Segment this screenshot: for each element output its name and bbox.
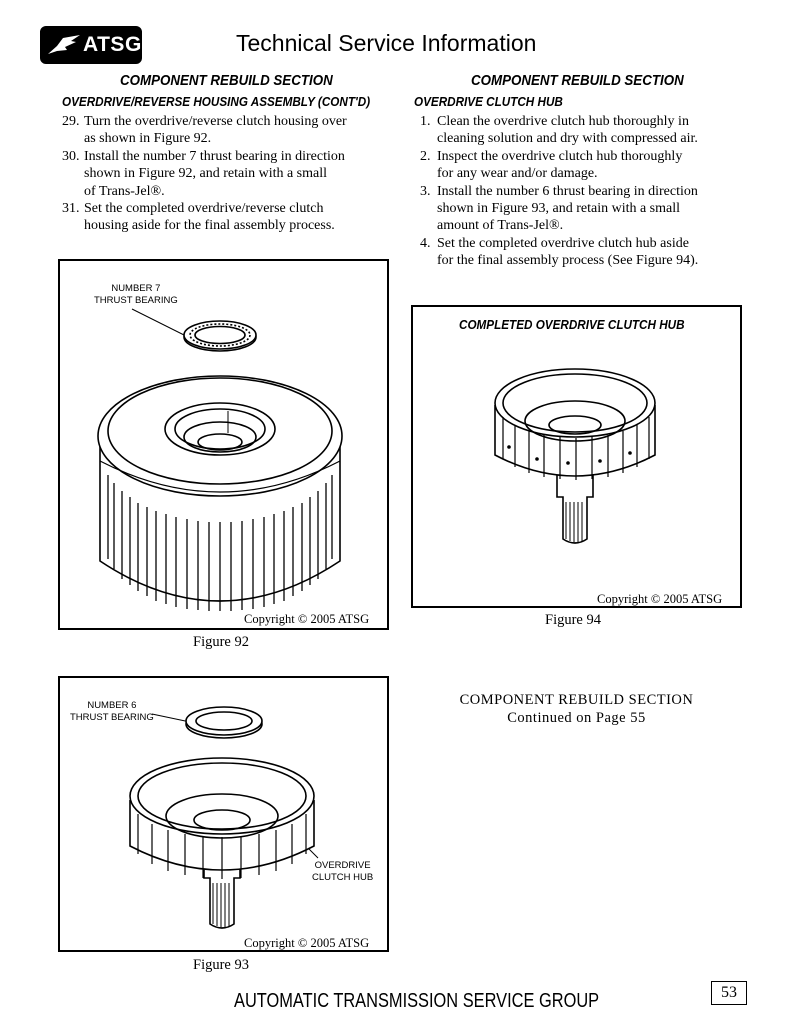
figure-92-box xyxy=(58,259,389,630)
figure-94-box xyxy=(411,305,742,608)
step-31: 31. Set the completed overdrive/reverse clutch housing aside for the final assembly process. xyxy=(62,201,335,234)
number-6-thrust-bearing-label: NUMBER 6 THRUST BEARING xyxy=(70,700,154,723)
right-subtitle: OVERDRIVE CLUTCH HUB xyxy=(414,94,563,109)
step-2: 2. Inspect the overdrive clutch hub thoroughly for any wear and/or damage. xyxy=(420,148,683,182)
overdrive-clutch-hub-label: OVERDRIVE CLUTCH HUB xyxy=(312,860,374,883)
footer-text: AUTOMATIC TRANSMISSION SERVICE GROUP xyxy=(234,990,600,1012)
right-section-title: COMPONENT REBUILD SECTION xyxy=(471,73,684,89)
page-title: Technical Service Information xyxy=(236,30,537,56)
step-1: 1. Clean the overdrive clutch hub thoroughly in cleaning solution and dry with compressed air. xyxy=(420,114,698,147)
left-steps xyxy=(62,113,402,235)
figure-94-caption: Figure 94 xyxy=(545,612,601,628)
figure-94-title: COMPLETED OVERDRIVE CLUTCH HUB xyxy=(459,317,685,332)
figure-93-caption: Figure 93 xyxy=(193,957,249,973)
figure-93-copyright: Copyright © 2005 ATSG xyxy=(244,936,370,950)
figure-93-box xyxy=(58,676,389,952)
figure-92-caption: Figure 92 xyxy=(193,634,249,650)
eagle-logo-icon xyxy=(47,34,81,58)
number-7-thrust-bearing-label: NUMBER 7 THRUST BEARING xyxy=(94,283,178,306)
left-subtitle: OVERDRIVE/REVERSE HOUSING ASSEMBLY (CONT'D) xyxy=(62,94,371,109)
figure-92-copyright: Copyright © 2005 ATSG xyxy=(244,612,370,626)
step-3: 3. Install the number 6 thrust bearing in direction shown in Figure 93, and retain with a small amount of Trans-Jel®. xyxy=(420,183,698,234)
logo-text: ATSG xyxy=(83,33,142,56)
continued-line-1: COMPONENT REBUILD SECTION xyxy=(459,692,694,708)
step-4: 4. Set the completed overdrive clutch hub aside for the final assembly process (See Figure 94). xyxy=(420,235,699,269)
overdrive-reverse-housing-illustration xyxy=(60,261,387,628)
continued-line-2: Continued on Page 55 xyxy=(507,710,646,726)
completed-overdrive-clutch-hub-illustration xyxy=(413,307,740,606)
left-section-title: COMPONENT REBUILD SECTION xyxy=(120,73,333,89)
right-steps xyxy=(420,113,760,270)
page-number: 53 xyxy=(711,981,747,1005)
continued-note xyxy=(411,691,742,727)
step-29: 29. Turn the overdrive/reverse clutch housing over as shown in Figure 92. xyxy=(62,114,347,147)
atsg-logo xyxy=(40,26,142,64)
step-30: 30. Install the number 7 thrust bearing in direction shown in Figure 92, and retain with a small of Trans-Jel®. xyxy=(62,148,345,199)
figure-94-copyright: Copyright © 2005 ATSG xyxy=(597,592,723,606)
